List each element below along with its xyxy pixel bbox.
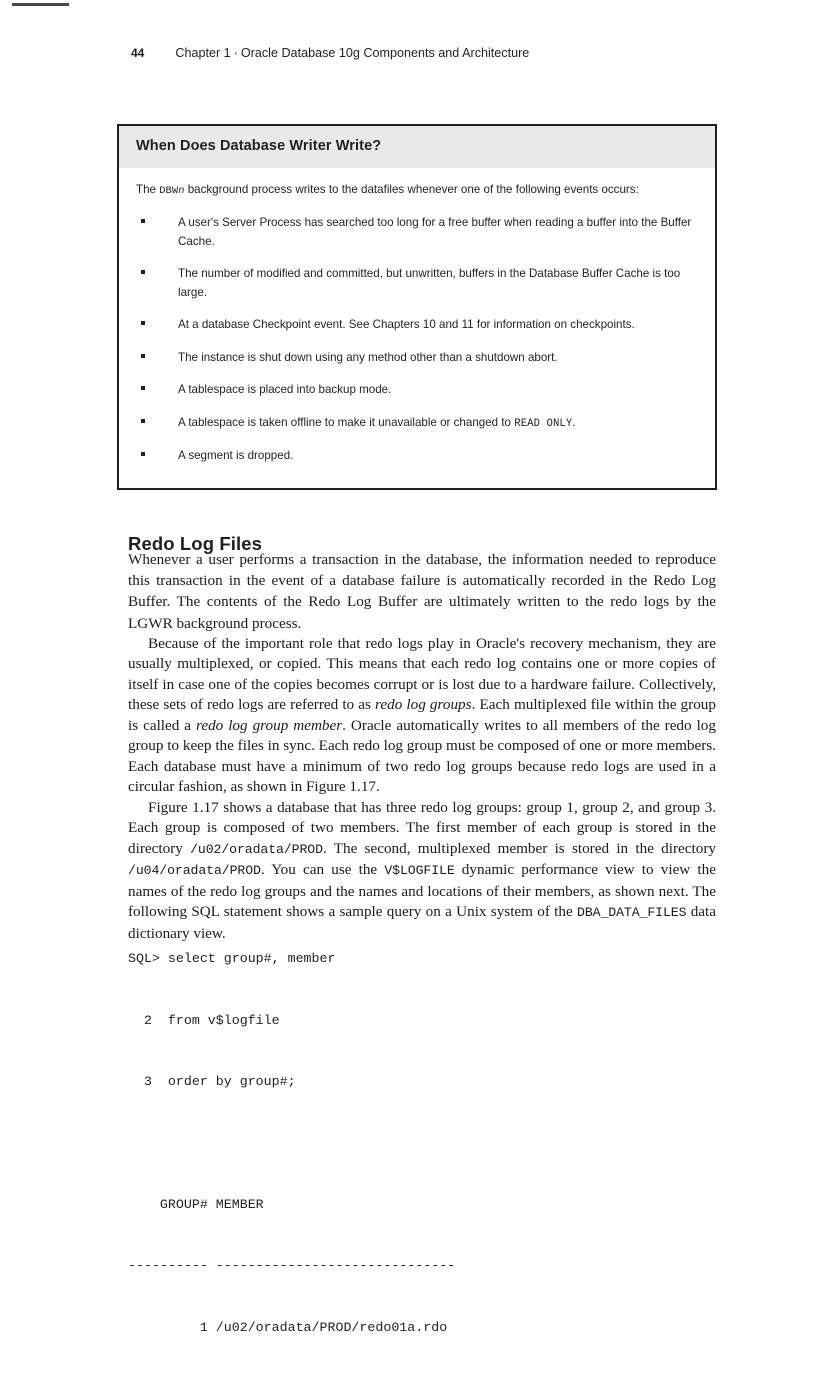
term-redo-log-groups: redo log groups — [375, 696, 472, 714]
code-line-blank — [128, 1134, 728, 1154]
paragraph-figure-part5: data dictionary view. — [128, 903, 716, 942]
paragraph-multiplexing-part1: Because of the important role that redo logs play in Oracle's recovery mechanism, they are usually multiplexed, or copied. This means that each redo log contains one or more copies of itself in case one of the copies becomes corrupt or is lost due to a hardware failure. Collectively, these sets of redo logs are referred to as — [128, 634, 716, 714]
square-bullet-icon — [141, 452, 145, 456]
square-bullet-icon — [141, 219, 145, 223]
list-item-text-after: . — [572, 415, 576, 429]
paragraph-redo-intro: Whenever a user performs a transaction in the database, the information needed to reproduce this transaction in the event of a database failure is automatically recorded in the Redo Log Buffer. The contents of the Redo Log Buffer are ultimately written to the redo logs by the LGWR background process. — [128, 551, 716, 632]
square-bullet-icon — [141, 270, 145, 274]
section-heading: Redo Log Files — [128, 533, 262, 555]
page-folio-number: 44 — [131, 46, 145, 60]
paragraph-multiplexing-part2: . Each multiplexed file within the group is called a — [128, 696, 716, 734]
paragraph-figure-part4: dynamic performance view to view the names of the redo log groups and the names and locations of their members, as shown next. The following SQL statement shows a sample query on a Unix system of the — [128, 861, 716, 921]
sidebar-intro-code: DBW — [159, 185, 179, 197]
sidebar-bullet-list — [136, 214, 699, 466]
running-head-separator: · — [233, 46, 238, 60]
code-line: SQL> select group#, member — [128, 951, 336, 966]
sql-code-listing — [128, 908, 728, 1379]
sidebar-intro-after: background process writes to the datafiles whenever one of the following events occurs: — [184, 183, 639, 196]
term-redo-log-group-member: redo log group member — [195, 716, 343, 734]
list-item-text: A user's Server Process has searched too long for a free buffer when reading a buffer into the Buffer Cache. — [178, 216, 692, 248]
running-head-chapter-label: Chapter 1 — [175, 46, 231, 60]
list-item — [136, 265, 699, 302]
list-item — [136, 414, 699, 434]
list-item-text: A tablespace is placed into backup mode. — [178, 383, 392, 396]
view-dba-data-files: DBA_DATA_FILES — [577, 905, 687, 921]
square-bullet-icon — [141, 354, 145, 358]
code-line-column-headers: GROUP# MEMBER — [128, 1196, 264, 1212]
view-vlogfile: V$LOGFILE — [384, 863, 455, 879]
list-item-text-before: A tablespace is taken offline to make it unavailable or changed to — [178, 415, 515, 429]
list-item-text: A segment is dropped. — [178, 449, 294, 462]
body-column — [128, 549, 716, 944]
code-line: 2 from v$logfile — [128, 1012, 280, 1028]
paragraph-figure-part1: Figure 1.17 shows a database that has three redo log groups: group 1, group 2, and group 3. Each group is composed of two members. The first member of each group is stored in the directory — [128, 798, 716, 857]
code-line: 3 order by group#; — [128, 1074, 296, 1089]
running-head-chapter-title: Oracle Database 10g Components and Architecture — [240, 46, 530, 60]
running-head — [131, 46, 721, 68]
list-item — [136, 349, 699, 368]
paragraph-figure-part3: . You can use the — [260, 861, 385, 879]
list-item-text: The instance is shut down using any method other than a shutdown abort. — [178, 350, 558, 364]
sidebar-callout-box — [117, 124, 717, 490]
paragraph-figure-part2: . The second, multiplexed member is stored in the directory — [322, 839, 717, 857]
square-bullet-icon — [141, 321, 145, 325]
sidebar-intro-text — [136, 181, 699, 200]
path-u04-oradata-prod: /u04/oradata/PROD — [128, 863, 261, 879]
sidebar-body — [119, 168, 715, 488]
code-line-result-row: 1 /u02/oradata/PROD/redo01a.rdo — [128, 1319, 448, 1335]
path-u02-oradata-prod: /u02/oradata/PROD — [190, 841, 323, 857]
list-item — [136, 316, 699, 335]
list-item — [136, 214, 699, 251]
paragraph-multiplexing-part3: . Oracle automatically writes to all members of the redo log group to keep the files in sync. Each redo log group must be composed of one or more members. Each database must have a minimum of two redo log groups because redo logs are used in a circular fashion, as shown in Figure 1.17. — [128, 716, 716, 796]
list-item — [136, 447, 699, 466]
sidebar-header-band — [119, 126, 715, 168]
code-line-separator-rule: ---------- ------------------------------ — [128, 1258, 456, 1273]
sidebar-intro-before: The — [136, 183, 160, 196]
list-item — [136, 381, 699, 400]
list-item-text: The number of modified and committed, but unwritten, buffers in the Database Buffer Cache is too large. — [178, 267, 681, 299]
paragraph-multiplexing — [128, 634, 716, 798]
square-bullet-icon — [141, 419, 145, 423]
list-item-code: READ ONLY — [514, 417, 573, 430]
list-item-text: At a database Checkpoint event. See Chapters 10 and 11 for information on checkpoints. — [178, 318, 635, 331]
square-bullet-icon — [141, 386, 145, 390]
sidebar-intro-code-italic: n — [178, 185, 185, 197]
sidebar-title: When Does Database Writer Write? — [136, 138, 382, 154]
